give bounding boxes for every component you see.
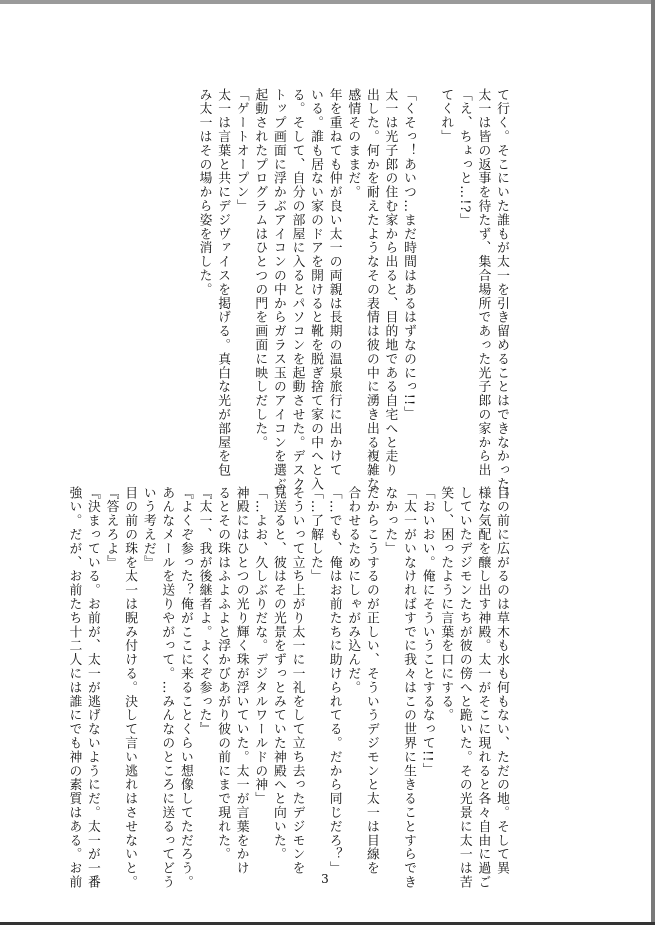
text-line: るとその珠はふよふよと浮かびあがり彼の前にまで現れた。 — [215, 486, 231, 862]
text-line: て行く。そこにいた誰もが太一を引き留めることはできなかった。 — [494, 88, 509, 505]
text-line: いる。誰も居ない家のドアを開けると靴を脱ぎ捨て家の中へと入 — [308, 88, 324, 492]
text-line: 『答えろよ』 — [103, 486, 119, 570]
text-line: 笑し、困ったように言葉を口にする。 — [438, 486, 454, 723]
text-line: 太一は言葉と共にデジヴァイスを掲げる。真白な光が部屋を包 — [215, 88, 231, 478]
text-line: 「…了解した」 — [308, 486, 324, 584]
text-line: 『よくぞ参った？俺がここに来ることくらい想像してただろう。 — [177, 486, 193, 890]
text-line — [417, 88, 436, 468]
text-line: 「ゲートオープン」 — [233, 88, 249, 214]
text-line: 「太一がいなければすでに我々はこの世界に生きることすらでき — [401, 486, 417, 890]
text-line: だからこうするのが正しい、そういうデジモンと太一は目線を — [363, 486, 379, 876]
text-line: 太一は光子郎の住む家から出ると、目的地である自宅へと走り — [382, 88, 398, 478]
text-line: 合わせるためにしゃがみ込んだ。 — [345, 486, 361, 695]
text-line: 強い。だが、お前たち十二人には誰にでも神の素質はある。お前 — [66, 486, 82, 890]
page-right-edge — [651, 0, 655, 925]
text-line: そういって立ち上がり太一に一礼をして立ち去ったデジモンを — [289, 486, 305, 876]
upper-text-block — [110, 88, 510, 505]
text-line: 出した。何かを耐えたようなその表情は彼の中に湧き出る複雑な — [363, 88, 379, 492]
text-line: 太一は皆の返事を待たず、集合場所であった光子郎の家から出 — [475, 88, 491, 478]
text-line: 「…でも、俺はお前たちに助けられてる。だから同じだろ？」 — [326, 486, 342, 876]
lower-text-block — [66, 486, 510, 890]
text-line: 見送ると、彼はその光景をずっとみていた神殿へと向いた。 — [270, 486, 286, 862]
text-line: 「…よお、久しぶりだな。デジタルワールドの神」 — [252, 486, 268, 806]
text-line: トップ画面に浮かぶアイコンの中からガラス玉のアイコンを選ぶ。 — [270, 88, 286, 505]
text-line: 年を重ねても仲が良い太一の両親は長期の温泉旅行に出かけて — [326, 88, 342, 478]
text-line: み太一はその場から姿を消した。 — [196, 88, 212, 297]
text-line: 様な気配を醸し出す神殿。太一がそこに現れると各々自由に過ご — [475, 486, 491, 890]
text-line: なかった」 — [382, 486, 398, 556]
text-line: る。そして、自分の部屋に入るとパソコンを起動させた。デスク — [289, 88, 305, 492]
text-line: あんなメールを送りやがって。…みんなのところに送るってどう — [159, 486, 175, 890]
page-number: 3 — [321, 872, 329, 886]
text-line: していたデジモンたちが彼の傍へと跪いた。その光景に太一は苦 — [456, 486, 472, 890]
text-line: 「くそっ！あいつ…まだ時間はあるはずなのにっ!!」 — [401, 88, 417, 421]
text-line: てくれ」 — [438, 88, 454, 144]
text-line: 起動されたプログラムはひとつの門を画面に映しだした。 — [252, 88, 268, 450]
text-line: 感情そのままだ。 — [345, 88, 361, 200]
text-line: 「え、ちょっと…!?」 — [456, 88, 472, 228]
text-line: 『決まっている。お前が、太一が逃げないようにだ。太一が一番 — [84, 486, 100, 890]
text-line: 『太一、我が後継者よ。よくぞ参った』 — [196, 486, 212, 737]
text-line: 「おいおい。俺にそういうことするなって!!」 — [419, 486, 435, 777]
text-line: 目の前に広がるのは草木も水も何もない、ただの地。そして異 — [494, 486, 509, 876]
text-line: 神殿にはひとつの光り輝く珠が浮いていた。太一が言葉をかけ — [233, 486, 249, 876]
text-line: 目の前の珠を太一は睨み付ける。決して言い逃れはさせないと。 — [122, 486, 138, 890]
text-line: いう考えだ』 — [140, 486, 156, 570]
